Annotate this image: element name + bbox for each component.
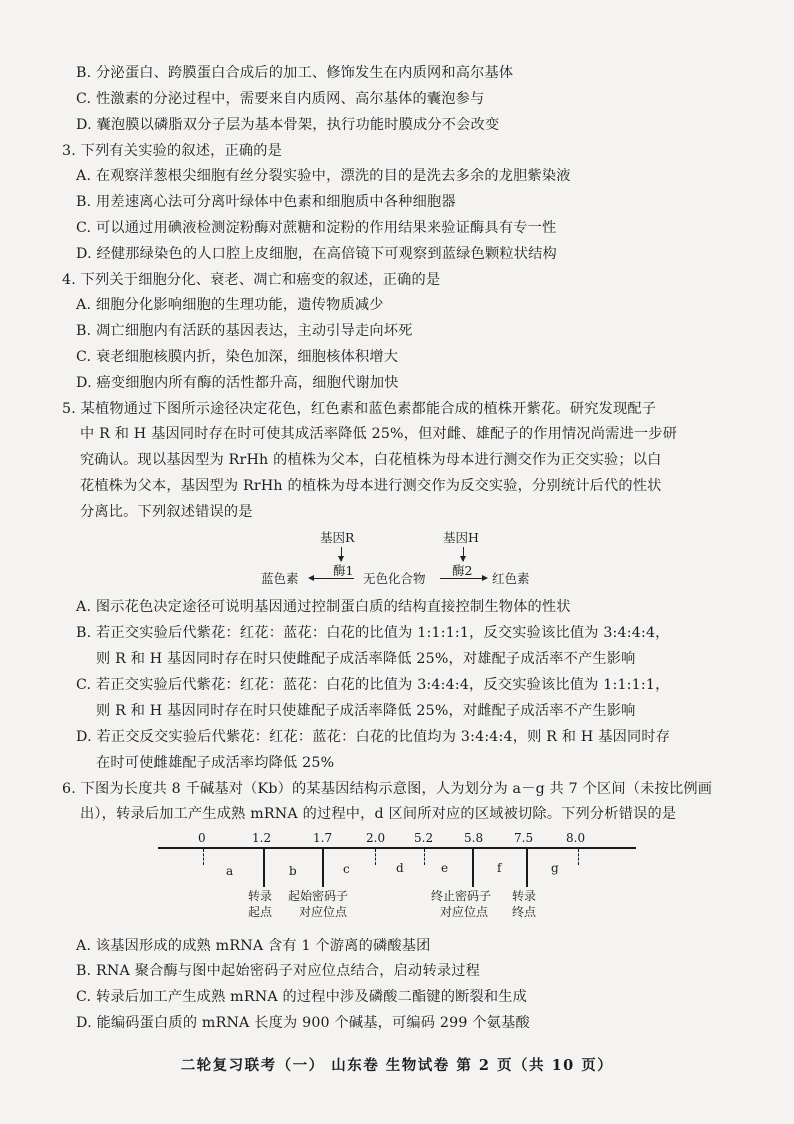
q2-option-d: D. 囊泡膜以磷脂双分子层为基本骨架，执行功能时膜成分不会改变 xyxy=(76,117,500,133)
enzyme1-label: 酶1 xyxy=(333,563,354,578)
tick-label: 7.5 xyxy=(514,831,534,845)
q5-option-c-line-2: 则 R 和 H 基因同时存在时只使雄配子成活率降低 25%，对雌配子成活率不产生影响 xyxy=(96,703,636,719)
q3-stem: 3. 下列有关实验的叙述，正确的是 xyxy=(62,143,283,159)
gene-h-arrow xyxy=(463,547,464,561)
q3-option-c: C. 可以通过用碘液检测淀粉酶对蔗糖和淀粉的作用结果来验证酶具有专一性 xyxy=(76,220,557,236)
segment-boundary xyxy=(472,849,474,887)
q5-stem-line-5: 分离比。下列叙述错误的是 xyxy=(80,504,253,520)
q2-option-c: C. 性激素的分泌过程中，需要来自内质网、高尔基体的囊泡参与 xyxy=(76,91,485,107)
q5-option-b-line-2: 则 R 和 H 基因同时存在时只使雌配子成活率降低 25%，对雄配子成活率不产生影响 xyxy=(96,651,636,667)
q6-option-b: B. RNA 聚合酶与图中起始密码子对应位点结合，启动转录过程 xyxy=(76,963,480,979)
gene-r-label: 基因R xyxy=(320,530,355,545)
tss-label-2: 起点 xyxy=(248,905,273,919)
tick-label: 5.2 xyxy=(414,831,434,845)
tts-label-1: 转录 xyxy=(512,889,537,903)
stop-codon-label-1: 终止密码子 xyxy=(431,889,492,903)
q2-option-b: B. 分泌蛋白、跨膜蛋白合成后的加工、修饰发生在内质网和高尔基体 xyxy=(76,65,514,81)
segment-boundary xyxy=(424,849,425,865)
q4-option-d: D. 癌变细胞内所有酶的活性都升高，细胞代谢加快 xyxy=(76,375,399,391)
enzyme2-arrow xyxy=(440,578,486,579)
gene-h-label: 基因H xyxy=(443,530,479,545)
segment-b-label: b xyxy=(289,864,297,878)
q3-option-b: B. 用差速离心法可分离叶绿体中色素和细胞质中各种细胞器 xyxy=(76,194,456,210)
stop-codon-label-2: 对应位点 xyxy=(440,905,489,919)
gene-r-arrow xyxy=(341,547,342,561)
segment-boundary xyxy=(203,849,204,865)
tick-label: 2.0 xyxy=(366,831,386,845)
q4-option-b: B. 凋亡细胞内有活跃的基因表达，主动引导走向坏死 xyxy=(76,323,413,339)
q3-option-d: D. 经健那绿染色的人口腔上皮细胞，在高倍镜下可观察到蓝绿色颗粒状结构 xyxy=(76,246,557,262)
segment-boundary xyxy=(526,849,528,887)
segment-f-label: f xyxy=(497,861,502,875)
tick-label: 1.2 xyxy=(252,831,272,845)
q6-option-d: D. 能编码蛋白质的 mRNA 长度为 900 个碱基，可编码 299 个氨基酸 xyxy=(76,1015,530,1031)
segment-g-label: g xyxy=(551,861,559,875)
blue-pigment-label: 蓝色素 xyxy=(261,571,299,586)
start-codon-label-2: 对应位点 xyxy=(299,905,348,919)
q5-stem-line-1: 5. 某植物通过下图所示途径决定花色，红色素和蓝色素都能合成的植株开紫花。研究发现配子 xyxy=(62,401,657,417)
q5-option-d-line-1: D. 若正交反交实验后代紫花：红花：蓝花：白花的比值均为 3:4:4:4，则 R 和 H 基因同时存 xyxy=(76,729,671,745)
q6-stem-line-2: 出），转录后加工产生成熟 mRNA 的过程中，d 区间所对应的区域被切除。下列分析错误的是 xyxy=(80,806,677,822)
tick-label: 8.0 xyxy=(566,831,586,845)
colorless-compound-label: 无色化合物 xyxy=(363,571,426,586)
red-pigment-label: 红色素 xyxy=(492,571,530,586)
q6-stem-line-1: 6. 下图为长度共 8 千碱基对（Kb）的某基因结构示意图，人为划分为 a－g 共 7 个区间（未按比例画 xyxy=(62,781,713,797)
q4-option-c: C. 衰老细胞核膜内折，染色加深，细胞核体积增大 xyxy=(76,349,399,365)
segment-d-label: d xyxy=(396,861,404,875)
q5-option-c-line-1: C. 若正交实验后代紫花：红花：蓝花：白花的比值为 3:4:4:4，反交实验该比值为 1:1:1:1， xyxy=(76,677,670,693)
q5-option-a: A. 图示花色决定途径可说明基因通过控制蛋白质的结构直接控制生物体的性状 xyxy=(76,599,571,615)
q5-stem-line-4: 花植株为父本，基因型为 RrHh 的植株为母本进行测交作为反交实验，分别统计后代的性状 xyxy=(80,478,662,494)
segment-e-label: e xyxy=(441,861,449,875)
segment-a-label: a xyxy=(226,864,234,878)
q5-option-b-line-1: B. 若正交实验后代紫花：红花：蓝花：白花的比值为 1:1:1:1，反交实验该比值为 3:4:4:4， xyxy=(76,625,670,641)
q6-option-a: A. 该基因形成的成熟 mRNA 含有 1 个游离的磷酸基团 xyxy=(76,938,431,954)
tts-label-2: 终点 xyxy=(512,905,537,919)
q5-stem-line-3: 究确认。现以基因型为 RrHh 的植株为父本，白花植株为母本进行测交作为正交实验；以白 xyxy=(80,452,662,468)
segment-boundary xyxy=(322,849,324,887)
enzyme1-arrow xyxy=(310,578,354,579)
tick-label: 0 xyxy=(198,831,206,845)
gene-dna-line xyxy=(158,847,636,849)
q4-option-a: A. 细胞分化影响细胞的生理功能，遗传物质减少 xyxy=(76,297,384,313)
tss-label-1: 转录 xyxy=(248,889,273,903)
segment-boundary xyxy=(375,849,376,865)
start-codon-label-1: 起始密码子 xyxy=(288,889,349,903)
page-footer: 二轮复习联考（一） 山东卷 生物试卷 第 2 页（共 10 页） xyxy=(180,1057,614,1074)
q3-option-a: A. 在观察洋葱根尖细胞有丝分裂实验中，漂洗的目的是洗去多余的龙胆紫染液 xyxy=(76,168,571,184)
enzyme2-label: 酶2 xyxy=(452,563,473,578)
tick-label: 5.8 xyxy=(464,831,484,845)
tick-label: 1.7 xyxy=(313,831,333,845)
segment-boundary xyxy=(263,849,265,887)
q6-option-c: C. 转录后加工产生成熟 mRNA 的过程中涉及磷酸二酯键的断裂和生成 xyxy=(76,989,528,1005)
q5-option-d-line-2: 在时可使雌雄配子成活率均降低 25% xyxy=(96,755,335,771)
q4-stem: 4. 下列关于细胞分化、衰老、凋亡和癌变的叙述，正确的是 xyxy=(62,272,441,288)
segment-c-label: c xyxy=(343,862,350,876)
q5-stem-line-2: 中 R 和 H 基因同时存在时可使其成活率降低 25%，但对雌、雄配子的作用情况尚需进一步研 xyxy=(80,426,678,442)
segment-boundary xyxy=(578,849,579,865)
